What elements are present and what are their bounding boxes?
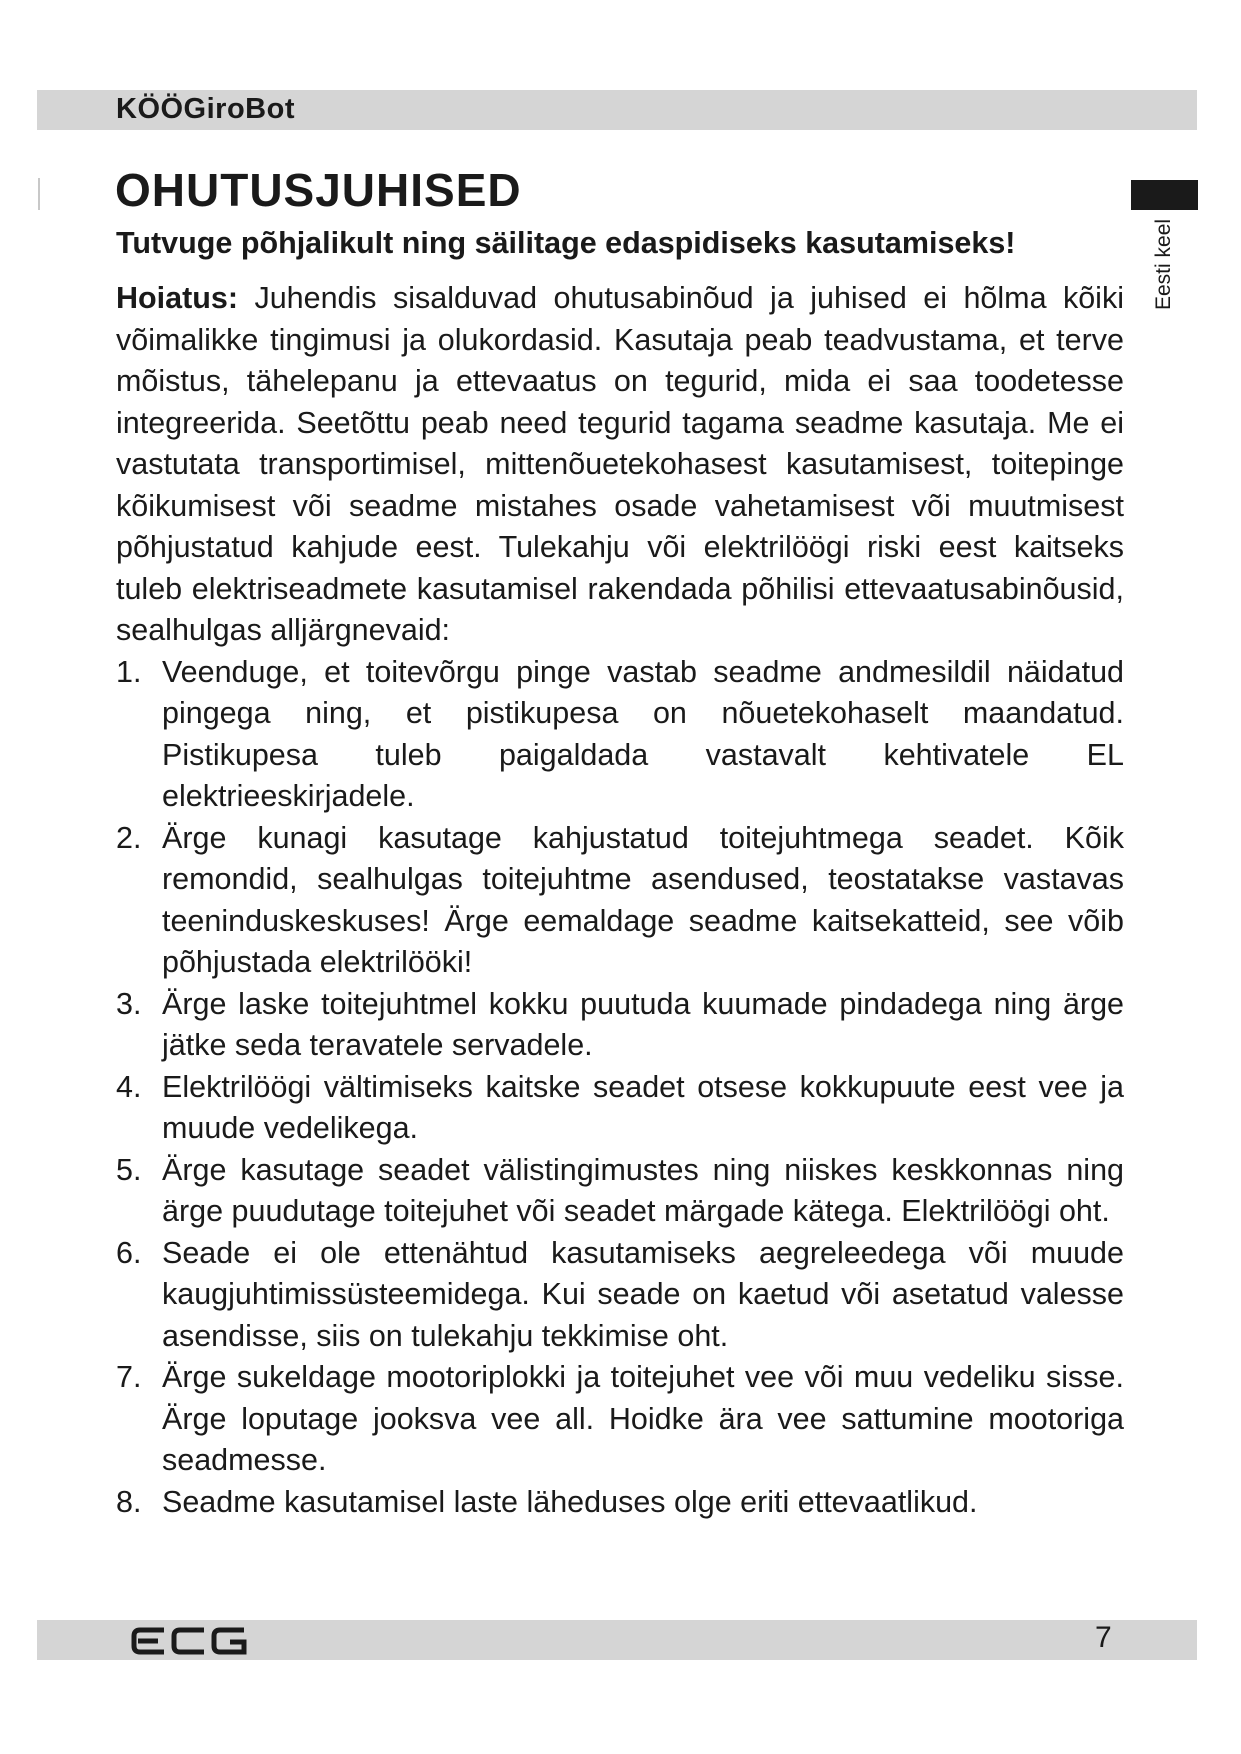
list-item-text: Seadme kasutamisel laste läheduses olge eriti ettevaatlikud. — [162, 1484, 978, 1519]
language-tab-marker — [1131, 180, 1198, 210]
list-item-text: Ärge sukeldage mootoriplokki ja toitejuhet vee või muu vedeliku sisse. Ärge loputage jooksva vee all. Hoidke ära vee sattumine mootoriga seadmesse. — [162, 1360, 1124, 1477]
language-label: Eesti keel — [1152, 218, 1175, 310]
list-item — [116, 1233, 1124, 1358]
list-item-text: Seade ei ole ettenähtud kasutamiseks aegreleedega või muude kaugjuhtimissüsteemidega. Kui seade on kaetud või asetatud valesse asendisse, siis on tulekahju tekkimise oht. — [162, 1235, 1124, 1353]
list-item — [116, 984, 1124, 1067]
list-item-number: 5. — [116, 1152, 142, 1187]
product-name: KÖÖGiroBot — [116, 93, 295, 125]
list-item-text: Ärge kunagi kasutage kahjustatud toitejuhtmega seadet. Kõik remondid, sealhulgas toitejuhtme asendused, teostatakse vastavas teeninduskeskuses! Ärge eemaldage seadme kaitsekatteid, see võib põhjustada elektrilööki! — [162, 820, 1124, 979]
warning-paragraph — [116, 278, 1124, 652]
list-item-text: Elektrilöögi vältimiseks kaitske seadet otsese kokkupuute eest vee ja muude vedelikega. — [162, 1069, 1124, 1145]
ecg-logo — [130, 1624, 250, 1658]
list-item-text: Veenduge, et toitevõrgu pinge vastab seadme andmesildil näidatud pingega ning, et pistikupesa on nõuetekohaselt maandatud. Pistikupesa tuleb paigaldada vastavalt kehtivatele EL elektrieeskirjadele. — [162, 654, 1124, 813]
list-item-number: 1. — [116, 654, 142, 689]
warning-text: Juhendis sisalduvad ohutusabinõud ja juhised ei hõlma kõiki võimalikke tingimusi ja olukordasid. Kasutaja peab teadvustama, et terve mõistus, tähelepanu ja ettevaatus on tegurid, mida ei saa toodetesse integreerida. Seetõttu peab need tegurid tagama seadme kasutaja. Me ei vastutata transportimisel, mittenõuetekohasest kasutamisest, toitepinge kõikumisest või seadme mistahes osade vahetamisest või muutmisest põhjustatud kahjude eest. Tulekahju või elektrilöögi riski eest kaitseks tuleb elektriseadmete kasutamisel rakendada põhilisi ettevaatusabinõusid, sealhulgas alljärgnevaid: — [116, 281, 1124, 647]
list-item-text: Ärge kasutage seadet välistingimustes ning niiskes keskkonnas ning ärge puudutage toitejuhet või seadet märgade kätega. Elektrilöögi oht. — [162, 1152, 1124, 1228]
list-item-number: 3. — [116, 986, 142, 1021]
warning-label: Hoiatus: — [116, 281, 238, 315]
list-item-number: 6. — [116, 1235, 142, 1270]
margin-mark — [38, 178, 40, 210]
safety-text — [116, 278, 1124, 1523]
list-item — [116, 818, 1124, 984]
page-title: OHUTUSJUHISED — [115, 164, 522, 216]
list-item — [116, 1150, 1124, 1233]
safety-list — [116, 652, 1124, 1524]
list-item-number: 7. — [116, 1360, 142, 1394]
page-subtitle: Tutvuge põhjalikult ning säilitage edaspidiseks kasutamiseks! — [116, 226, 1016, 260]
page-number: 7 — [1095, 1621, 1112, 1654]
list-item-number: 4. — [116, 1069, 142, 1104]
list-item — [116, 1067, 1124, 1150]
list-item-text: Ärge laske toitejuhtmel kokku puutuda kuumade pindadega ning ärge jätke seda teravatele servadele. — [162, 986, 1124, 1062]
list-item — [116, 1357, 1124, 1482]
list-item — [116, 652, 1124, 818]
list-item-number: 8. — [116, 1484, 142, 1519]
list-item — [116, 1482, 1124, 1524]
list-item-number: 2. — [116, 820, 142, 855]
